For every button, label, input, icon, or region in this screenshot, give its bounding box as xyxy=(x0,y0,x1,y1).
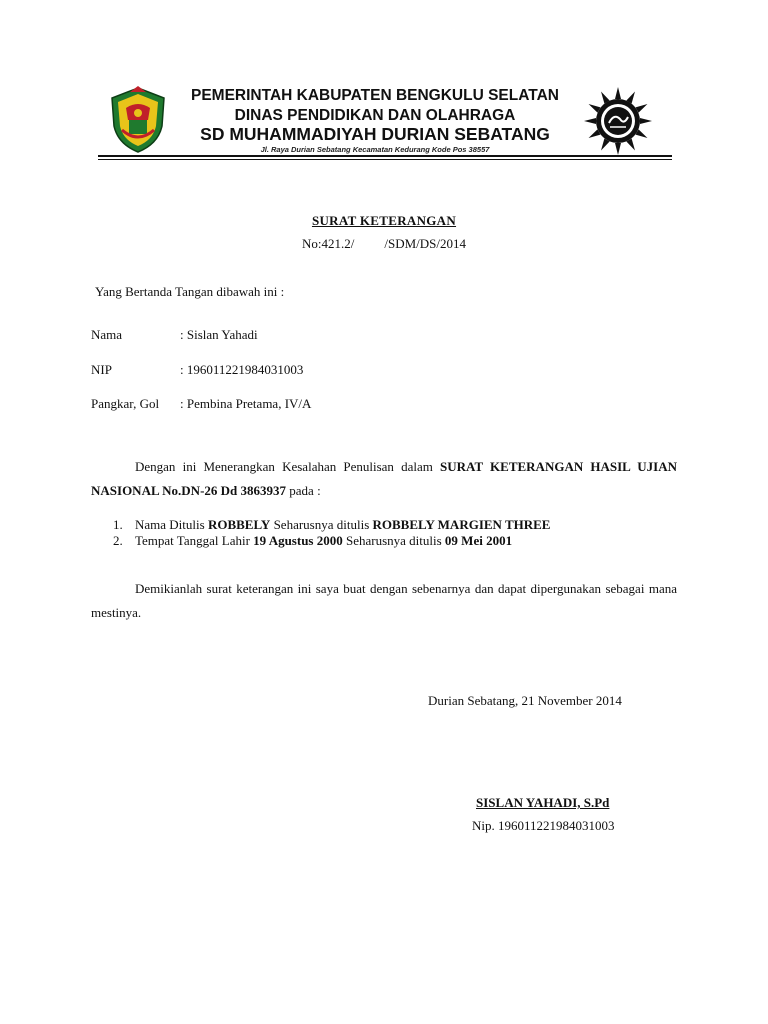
field-value-nip: : 196011221984031003 xyxy=(180,362,304,377)
correction-wrong-value: ROBBELY xyxy=(207,517,271,532)
intro-text: Yang Bertanda Tangan dibawah ini : xyxy=(95,284,285,299)
correction-item xyxy=(113,517,550,533)
correction-list xyxy=(113,517,550,549)
place-date: Durian Sebatang, 21 November 2014 xyxy=(428,693,622,708)
signer-nip: Nip. 196011221984031003 xyxy=(472,818,615,833)
signer-name: SISLAN YAHADI, S.Pd xyxy=(476,795,610,810)
letterhead-government: PEMERINTAH KABUPATEN BENGKULU SELATAN xyxy=(191,87,559,104)
correction-text: Seharusnya ditulis xyxy=(342,533,445,548)
field-value-rank: : Pembina Pretama, IV/A xyxy=(180,396,312,411)
correction-right-value: ROBBELY MARGIEN THREE xyxy=(372,517,551,532)
list-number: 2. xyxy=(113,533,123,548)
correction-text: Nama Ditulis xyxy=(135,517,208,532)
correction-wrong-value: 19 Agustus 2000 xyxy=(253,533,343,548)
field-label-nip: NIP xyxy=(91,362,112,377)
field-label-name: Nama xyxy=(91,327,123,342)
field-label-rank: Pangkar, Gol xyxy=(91,396,160,411)
document-number-suffix: /SDM/DS/2014 xyxy=(384,236,466,251)
document-number xyxy=(0,236,768,252)
statement-text-end: pada : xyxy=(286,483,321,498)
statement-text: Dengan ini Menerangkan Kesalahan Penulisan dalam xyxy=(135,459,441,474)
document-number-prefix: No:421.2/ xyxy=(301,236,355,251)
closing-paragraph xyxy=(91,577,677,625)
list-number: 1. xyxy=(113,517,123,532)
letterhead-address: Jl. Raya Durian Sebatang Kecamatan Kedurang Kode Pos 38557 xyxy=(260,145,490,154)
letterhead-school-name: SD MUHAMMADIYAH DURIAN SEBATANG xyxy=(200,124,550,144)
regency-crest-logo xyxy=(108,86,168,154)
muhammadiyah-emblem-logo xyxy=(582,85,654,157)
statement-document-reference: SURAT KETERANGAN HASIL UJIAN NASIONAL No.DN-26 Dd 3863937 xyxy=(91,459,677,498)
closing-text: Demikianlah surat keterangan ini saya buat dengan sebenarnya dan dapat dipergunakan sebagai mana mestinya. xyxy=(91,581,677,620)
statement-paragraph xyxy=(91,455,677,503)
correction-right-value: 09 Mei 2001 xyxy=(444,533,513,548)
field-value-name: : Sislan Yahadi xyxy=(180,327,258,342)
document-title: SURAT KETERANGAN xyxy=(311,213,457,228)
letterhead-department: DINAS PENDIDIKAN DAN OLAHRAGA xyxy=(234,107,516,124)
letterhead-divider-thin xyxy=(98,159,672,160)
letterhead-divider-thick xyxy=(98,155,672,157)
correction-text: Tempat Tanggal Lahir xyxy=(135,533,254,548)
correction-text: Seharusnya ditulis xyxy=(270,517,373,532)
correction-item xyxy=(113,533,550,549)
